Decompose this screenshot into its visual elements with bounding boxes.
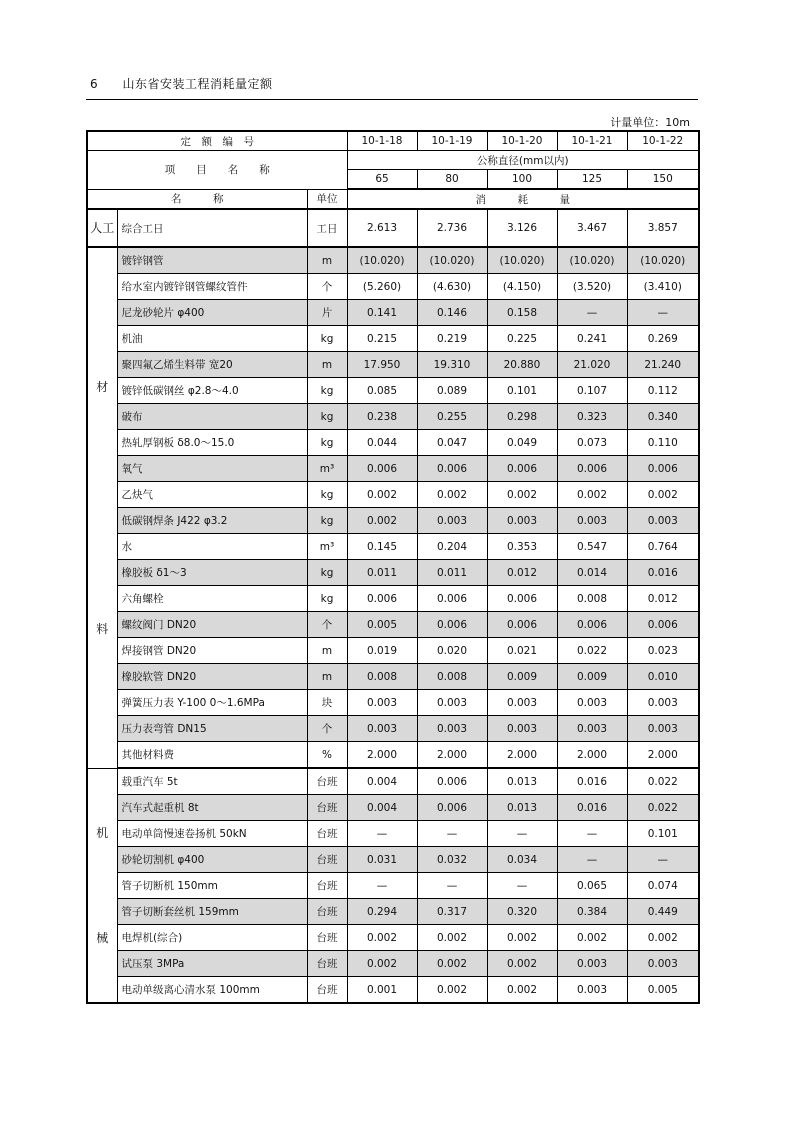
value-cell: —: [487, 873, 557, 899]
value-cell: 0.269: [627, 326, 699, 352]
table-row: [87, 716, 699, 742]
value-cell: 0.073: [557, 430, 627, 456]
item-unit: m: [307, 638, 347, 664]
value-cell: 0.764: [627, 534, 699, 560]
item-unit: kg: [307, 508, 347, 534]
value-cell: 0.008: [347, 664, 417, 690]
item-name: 载重汽车 5t: [117, 768, 307, 795]
code-cell: 10-1-20: [487, 131, 557, 151]
item-unit: m³: [307, 534, 347, 560]
diameter-cell: 80: [417, 170, 487, 190]
diameter-cell: 100: [487, 170, 557, 190]
item-unit: 台班: [307, 873, 347, 899]
value-cell: 0.005: [627, 977, 699, 1004]
value-cell: 0.044: [347, 430, 417, 456]
value-cell: 0.006: [487, 612, 557, 638]
value-cell: (10.020): [557, 247, 627, 274]
value-cell: 0.010: [627, 664, 699, 690]
table-row: [87, 821, 699, 847]
value-cell: 0.003: [557, 977, 627, 1004]
value-cell: 0.112: [627, 378, 699, 404]
table-row: [87, 247, 699, 274]
value-cell: 0.022: [627, 768, 699, 795]
value-cell: 0.238: [347, 404, 417, 430]
value-cell: 0.317: [417, 899, 487, 925]
value-cell: 0.003: [417, 508, 487, 534]
value-cell: 2.000: [417, 742, 487, 769]
table-row: [87, 560, 699, 586]
page-title: 山东省安装工程消耗量定额: [122, 77, 273, 91]
code-label: 定 额 编 号: [87, 131, 347, 151]
item-name: 机油: [117, 326, 307, 352]
item-unit: 个: [307, 612, 347, 638]
column-header-row: [87, 189, 699, 209]
value-cell: 0.145: [347, 534, 417, 560]
code-row: [87, 131, 699, 151]
value-cell: 0.085: [347, 378, 417, 404]
value-cell: 2.000: [627, 742, 699, 769]
item-name: 螺纹阀门 DN20: [117, 612, 307, 638]
item-name: 低碳钢焊条 J422 φ3.2: [117, 508, 307, 534]
value-cell: 0.074: [627, 873, 699, 899]
value-cell: 0.003: [417, 690, 487, 716]
labor-section-label: [87, 209, 117, 247]
value-cell: (10.020): [487, 247, 557, 274]
table-row: [87, 482, 699, 508]
quota-table: [86, 130, 700, 1004]
value-cell: 0.107: [557, 378, 627, 404]
value-cell: 3.467: [557, 209, 627, 247]
value-cell: 0.003: [627, 716, 699, 742]
item-name-label: 项 目 名 称: [87, 151, 347, 190]
table-row: [87, 300, 699, 326]
value-cell: 0.003: [487, 716, 557, 742]
item-name: 六角螺栓: [117, 586, 307, 612]
item-unit: m³: [307, 456, 347, 482]
value-cell: 2.000: [487, 742, 557, 769]
value-cell: 0.004: [347, 795, 417, 821]
page-header: [90, 75, 272, 92]
item-name: 管子切断套丝机 159mm: [117, 899, 307, 925]
item-unit: 工日: [307, 209, 347, 247]
value-cell: 0.011: [417, 560, 487, 586]
value-cell: 0.022: [557, 638, 627, 664]
value-cell: 0.002: [487, 951, 557, 977]
labor-section-char: 人工: [90, 221, 115, 235]
item-name: 电动单筒慢速卷扬机 50kN: [117, 821, 307, 847]
item-name: 砂轮切割机 φ400: [117, 847, 307, 873]
item-unit: m: [307, 352, 347, 378]
value-cell: 0.034: [487, 847, 557, 873]
value-cell: 0.003: [627, 690, 699, 716]
name-header: 名 称: [87, 189, 307, 209]
value-cell: —: [557, 300, 627, 326]
value-cell: 0.003: [417, 716, 487, 742]
value-cell: 0.353: [487, 534, 557, 560]
consumption-header: 消 耗 量: [347, 189, 699, 209]
value-cell: 0.006: [417, 612, 487, 638]
value-cell: 0.002: [417, 925, 487, 951]
table-row: [87, 795, 699, 821]
value-cell: 0.006: [417, 795, 487, 821]
diameter-cell: 125: [557, 170, 627, 190]
value-cell: —: [487, 821, 557, 847]
value-cell: 0.008: [417, 664, 487, 690]
value-cell: 0.002: [417, 951, 487, 977]
value-cell: 0.003: [487, 508, 557, 534]
item-unit: 台班: [307, 821, 347, 847]
value-cell: 0.003: [627, 508, 699, 534]
table-row: [87, 690, 699, 716]
table-row: [87, 274, 699, 300]
value-cell: (4.630): [417, 274, 487, 300]
item-name: 橡胶板 δ1～3: [117, 560, 307, 586]
value-cell: 0.110: [627, 430, 699, 456]
value-cell: 0.089: [417, 378, 487, 404]
value-cell: 0.016: [557, 768, 627, 795]
diameter-cell: 65: [347, 170, 417, 190]
value-cell: 2.000: [557, 742, 627, 769]
table-row: [87, 209, 699, 247]
item-unit: kg: [307, 326, 347, 352]
value-cell: —: [557, 847, 627, 873]
item-unit: 个: [307, 274, 347, 300]
page-number: 6: [90, 77, 99, 91]
value-cell: 0.006: [417, 768, 487, 795]
code-cell: 10-1-21: [557, 131, 627, 151]
value-cell: (3.520): [557, 274, 627, 300]
item-name: 镀锌钢管: [117, 247, 307, 274]
code-cell: 10-1-18: [347, 131, 417, 151]
value-cell: 0.013: [487, 768, 557, 795]
materials-section-char: 料: [96, 621, 109, 636]
value-cell: 0.012: [487, 560, 557, 586]
value-cell: 0.031: [347, 847, 417, 873]
table-row: [87, 768, 699, 795]
value-cell: 0.020: [417, 638, 487, 664]
value-cell: —: [417, 821, 487, 847]
table-row: [87, 612, 699, 638]
value-cell: 0.016: [557, 795, 627, 821]
diameter-label-row: [87, 151, 699, 170]
value-cell: 0.002: [557, 925, 627, 951]
item-unit: 台班: [307, 899, 347, 925]
value-cell: 0.323: [557, 404, 627, 430]
value-cell: 0.016: [627, 560, 699, 586]
value-cell: 0.013: [487, 795, 557, 821]
value-cell: (10.020): [417, 247, 487, 274]
table-row: [87, 664, 699, 690]
value-cell: —: [557, 821, 627, 847]
value-cell: 0.014: [557, 560, 627, 586]
table-row: [87, 508, 699, 534]
value-cell: 0.006: [347, 456, 417, 482]
value-cell: 0.101: [487, 378, 557, 404]
table-row: [87, 638, 699, 664]
item-name: 试压泵 3MPa: [117, 951, 307, 977]
code-cell: 10-1-19: [417, 131, 487, 151]
item-name: 其他材料费: [117, 742, 307, 769]
value-cell: 0.006: [347, 586, 417, 612]
item-name: 镀锌低碳钢丝 φ2.8～4.0: [117, 378, 307, 404]
measure-unit: 计量单位：10m: [610, 116, 690, 129]
value-cell: 0.006: [627, 612, 699, 638]
value-cell: —: [347, 873, 417, 899]
value-cell: 0.002: [347, 951, 417, 977]
value-cell: 21.240: [627, 352, 699, 378]
value-cell: (10.020): [627, 247, 699, 274]
value-cell: 0.006: [487, 586, 557, 612]
value-cell: (4.150): [487, 274, 557, 300]
value-cell: 0.006: [417, 456, 487, 482]
value-cell: 0.449: [627, 899, 699, 925]
value-cell: 0.047: [417, 430, 487, 456]
value-cell: —: [347, 821, 417, 847]
item-unit: 片: [307, 300, 347, 326]
table-row: [87, 951, 699, 977]
value-cell: 0.003: [627, 951, 699, 977]
item-name: 水: [117, 534, 307, 560]
item-name: 汽车式起重机 8t: [117, 795, 307, 821]
table-row: [87, 352, 699, 378]
value-cell: 0.011: [347, 560, 417, 586]
value-cell: 0.146: [417, 300, 487, 326]
item-name: 给水室内镀锌钢管螺纹管件: [117, 274, 307, 300]
value-cell: 0.006: [557, 612, 627, 638]
item-unit: 台班: [307, 977, 347, 1004]
item-unit: m: [307, 247, 347, 274]
value-cell: 0.065: [557, 873, 627, 899]
table-row: [87, 326, 699, 352]
table-row: [87, 899, 699, 925]
value-cell: 0.141: [347, 300, 417, 326]
value-cell: 0.032: [417, 847, 487, 873]
value-cell: 0.004: [347, 768, 417, 795]
value-cell: 0.158: [487, 300, 557, 326]
item-name: 压力表弯管 DN15: [117, 716, 307, 742]
item-unit: 个: [307, 716, 347, 742]
value-cell: (5.260): [347, 274, 417, 300]
value-cell: 0.003: [557, 951, 627, 977]
item-name: 尼龙砂轮片 φ400: [117, 300, 307, 326]
table-row: [87, 404, 699, 430]
value-cell: 0.002: [347, 508, 417, 534]
item-unit: kg: [307, 586, 347, 612]
machines-section-char: 械: [96, 930, 109, 945]
item-unit: 块: [307, 690, 347, 716]
value-cell: 21.020: [557, 352, 627, 378]
value-cell: 0.005: [347, 612, 417, 638]
item-unit: 台班: [307, 847, 347, 873]
value-cell: 0.003: [557, 716, 627, 742]
machines-section-char: 机: [96, 826, 109, 840]
value-cell: 20.880: [487, 352, 557, 378]
value-cell: 0.255: [417, 404, 487, 430]
value-cell: 0.009: [487, 664, 557, 690]
item-unit: kg: [307, 430, 347, 456]
value-cell: 0.012: [627, 586, 699, 612]
value-cell: 0.009: [557, 664, 627, 690]
table-row: [87, 378, 699, 404]
value-cell: 0.049: [487, 430, 557, 456]
value-cell: —: [627, 300, 699, 326]
value-cell: 0.019: [347, 638, 417, 664]
value-cell: 0.241: [557, 326, 627, 352]
value-cell: 0.320: [487, 899, 557, 925]
item-unit: 台班: [307, 925, 347, 951]
value-cell: (10.020): [347, 247, 417, 274]
value-cell: —: [417, 873, 487, 899]
item-name: 弹簧压力表 Y-100 0～1.6MPa: [117, 690, 307, 716]
item-unit: 台班: [307, 951, 347, 977]
value-cell: 0.002: [627, 925, 699, 951]
table-row: [87, 534, 699, 560]
item-name: 橡胶软管 DN20: [117, 664, 307, 690]
item-unit: kg: [307, 378, 347, 404]
value-cell: 0.002: [347, 482, 417, 508]
item-unit: 台班: [307, 795, 347, 821]
code-cell: 10-1-22: [627, 131, 699, 151]
value-cell: 0.002: [347, 925, 417, 951]
value-cell: 17.950: [347, 352, 417, 378]
value-cell: 0.023: [627, 638, 699, 664]
table-row: [87, 977, 699, 1004]
item-name: 乙炔气: [117, 482, 307, 508]
table-row: [87, 847, 699, 873]
value-cell: 0.021: [487, 638, 557, 664]
value-cell: 0.219: [417, 326, 487, 352]
item-name: 热轧厚钢板 δ8.0～15.0: [117, 430, 307, 456]
item-unit: 台班: [307, 768, 347, 795]
value-cell: 0.003: [557, 508, 627, 534]
value-cell: 0.002: [487, 482, 557, 508]
item-unit: kg: [307, 404, 347, 430]
header-rule: [86, 99, 698, 100]
value-cell: 3.126: [487, 209, 557, 247]
diameter-label: 公称直径(mm以内): [347, 151, 699, 170]
value-cell: 0.002: [627, 482, 699, 508]
table-row: [87, 873, 699, 899]
value-cell: 0.215: [347, 326, 417, 352]
table-row: [87, 456, 699, 482]
value-cell: 0.006: [557, 456, 627, 482]
diameter-cell: 150: [627, 170, 699, 190]
machines-section-label: [87, 768, 117, 1003]
table-row: [87, 586, 699, 612]
value-cell: 2.613: [347, 209, 417, 247]
value-cell: 0.384: [557, 899, 627, 925]
value-cell: 0.022: [627, 795, 699, 821]
value-cell: 0.002: [417, 977, 487, 1004]
value-cell: 0.294: [347, 899, 417, 925]
table-row: [87, 925, 699, 951]
item-name: 综合工日: [117, 209, 307, 247]
value-cell: —: [627, 847, 699, 873]
item-name: 电焊机(综合): [117, 925, 307, 951]
item-name: 氧气: [117, 456, 307, 482]
value-cell: 0.340: [627, 404, 699, 430]
value-cell: 0.006: [627, 456, 699, 482]
item-unit: kg: [307, 482, 347, 508]
value-cell: 0.001: [347, 977, 417, 1004]
value-cell: 19.310: [417, 352, 487, 378]
item-unit: %: [307, 742, 347, 769]
value-cell: 0.008: [557, 586, 627, 612]
table-row: [87, 430, 699, 456]
value-cell: 0.002: [557, 482, 627, 508]
item-name: 焊接钢管 DN20: [117, 638, 307, 664]
value-cell: 0.006: [417, 586, 487, 612]
value-cell: 0.006: [487, 456, 557, 482]
item-name: 电动单级离心清水泵 100mm: [117, 977, 307, 1004]
value-cell: 0.003: [557, 690, 627, 716]
item-unit: kg: [307, 560, 347, 586]
value-cell: (3.410): [627, 274, 699, 300]
value-cell: 0.225: [487, 326, 557, 352]
materials-section-label: [87, 247, 117, 768]
item-name: 破布: [117, 404, 307, 430]
value-cell: 2.736: [417, 209, 487, 247]
table-row: [87, 742, 699, 769]
item-name: 管子切断机 150mm: [117, 873, 307, 899]
value-cell: 0.002: [417, 482, 487, 508]
value-cell: 0.002: [487, 925, 557, 951]
item-unit: m: [307, 664, 347, 690]
value-cell: 0.298: [487, 404, 557, 430]
value-cell: 0.003: [347, 716, 417, 742]
materials-section-char: 材: [96, 379, 109, 394]
value-cell: 3.857: [627, 209, 699, 247]
item-name: 聚四氟乙烯生料带 宽20: [117, 352, 307, 378]
value-cell: 0.003: [347, 690, 417, 716]
value-cell: 0.101: [627, 821, 699, 847]
value-cell: 0.204: [417, 534, 487, 560]
value-cell: 0.002: [487, 977, 557, 1004]
value-cell: 0.547: [557, 534, 627, 560]
value-cell: 2.000: [347, 742, 417, 769]
unit-header: 单位: [307, 189, 347, 209]
value-cell: 0.003: [487, 690, 557, 716]
